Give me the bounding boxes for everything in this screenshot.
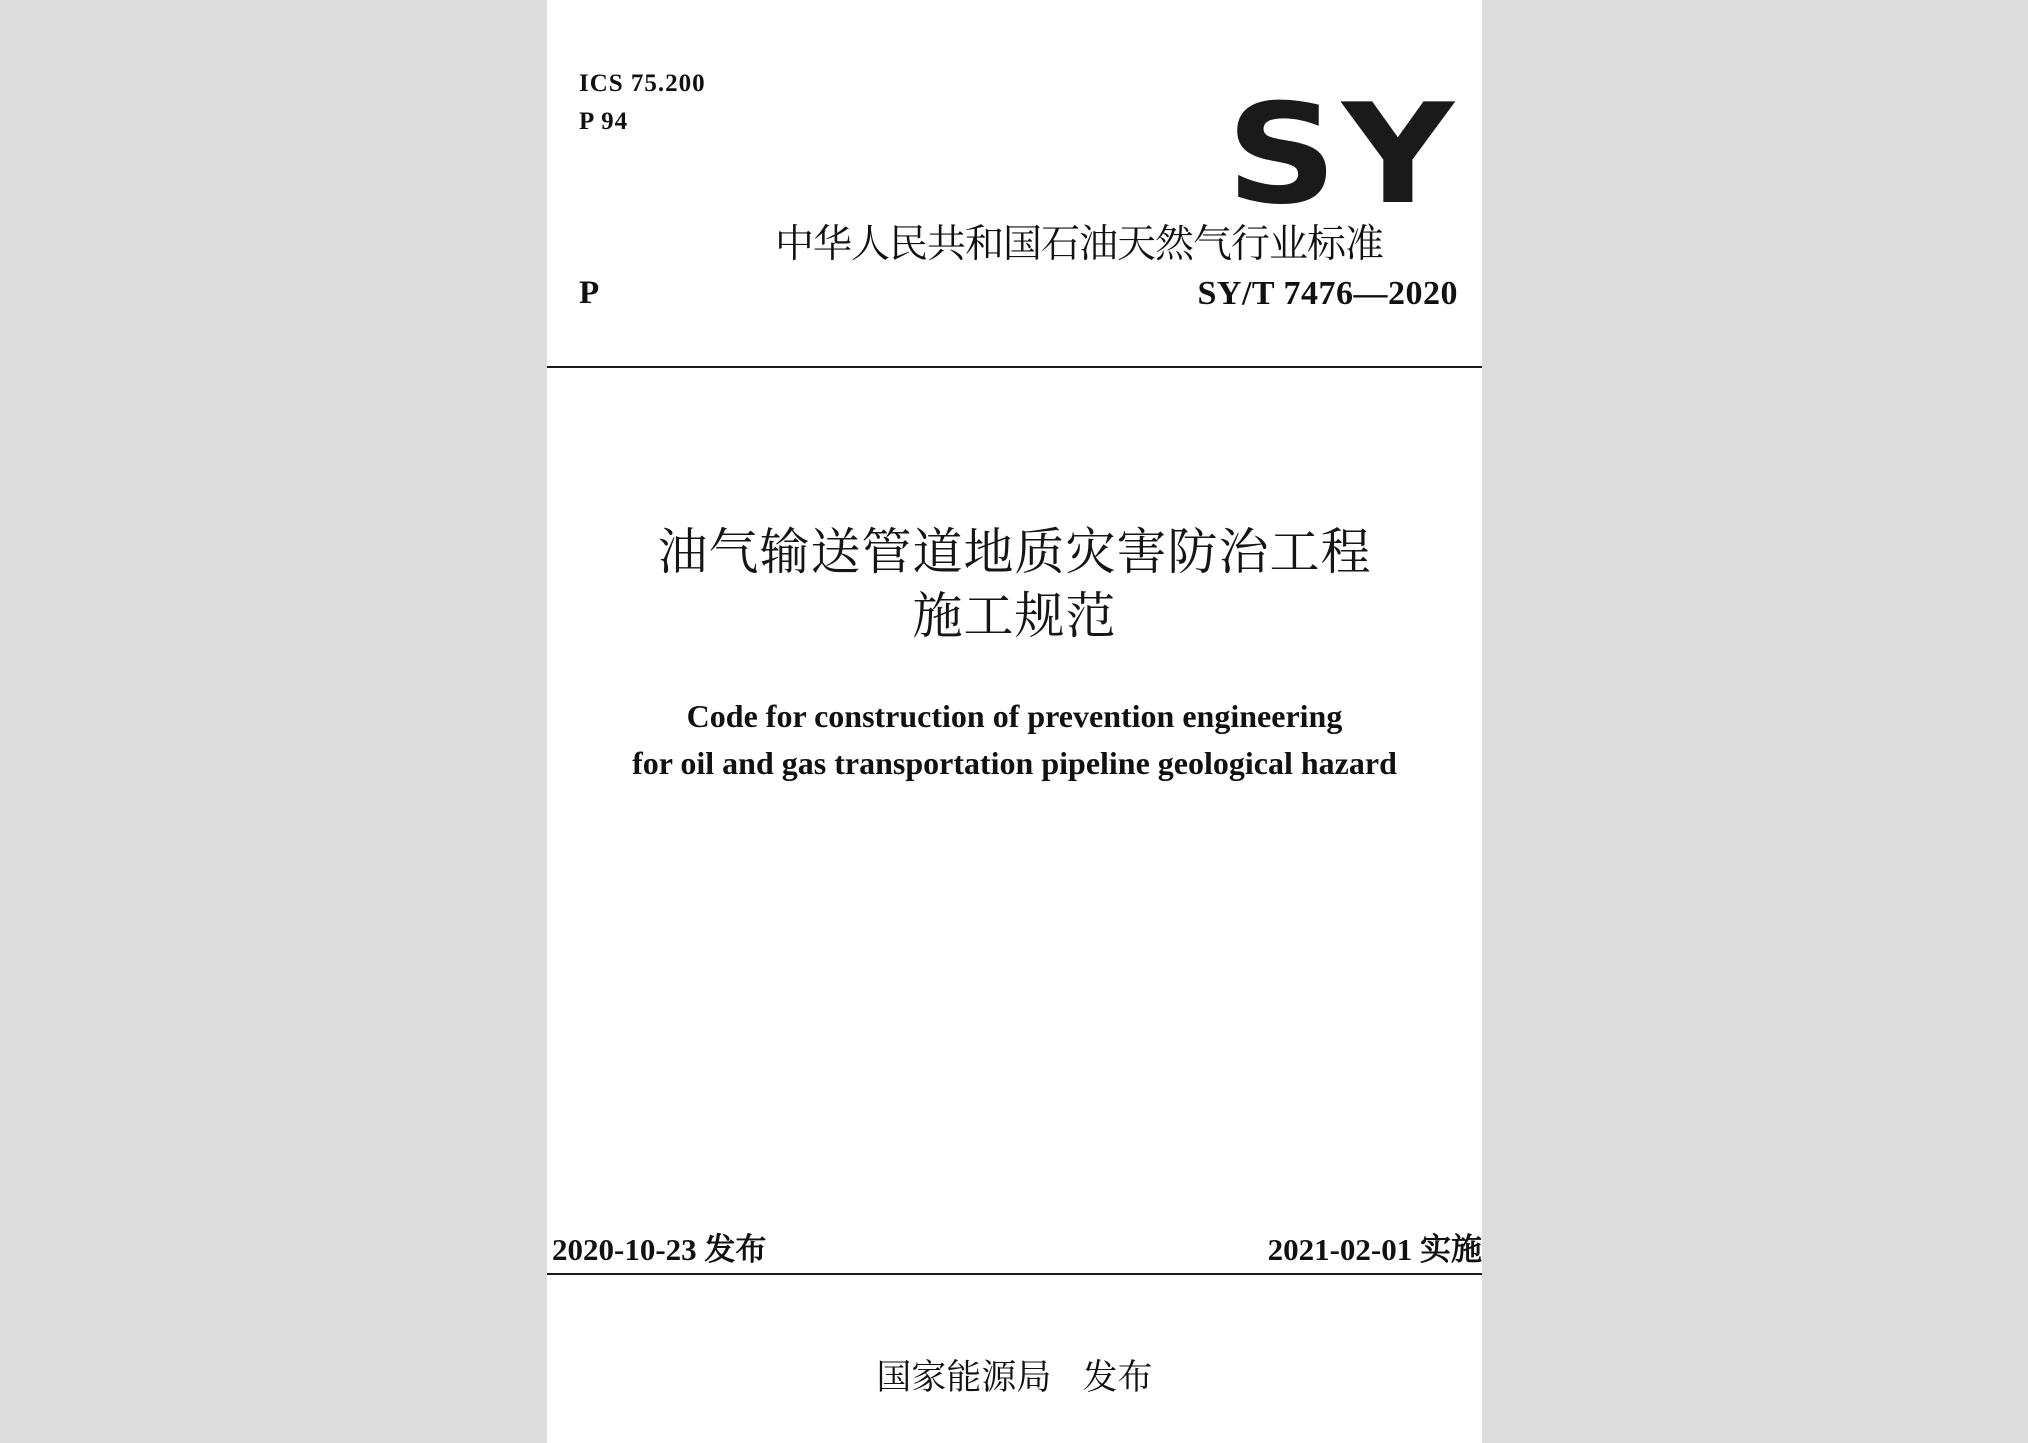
title-en-line1: Code for construction of prevention engineering — [686, 698, 1343, 734]
standard-cover-page — [547, 0, 1482, 1443]
title-cn-line2: 施工规范 — [912, 587, 1117, 645]
ics-code: ICS 75.200 — [579, 70, 706, 97]
implementation-date: 2021-02-01 实施 — [1267, 1232, 1482, 1267]
title-en-line2: for oil and gas transportation pipeline geological hazard — [632, 745, 1397, 781]
publisher: 国家能源局 发布 — [876, 1358, 1153, 1398]
standard-number: SY/T 7476—2020 — [1197, 275, 1458, 312]
organization-name: 中华人民共和国石油天然气行业标准 — [775, 222, 1384, 267]
category-letter: P — [579, 275, 600, 311]
footer-divider — [547, 1273, 1482, 1275]
sy-logo: SY — [1225, 74, 1458, 235]
title-cn-line1: 油气输送管道地质灾害防治工程 — [657, 523, 1372, 581]
header-divider — [547, 366, 1482, 368]
issue-date: 2020-10-23 发布 — [552, 1232, 767, 1267]
classification-code: P 94 — [579, 108, 629, 135]
